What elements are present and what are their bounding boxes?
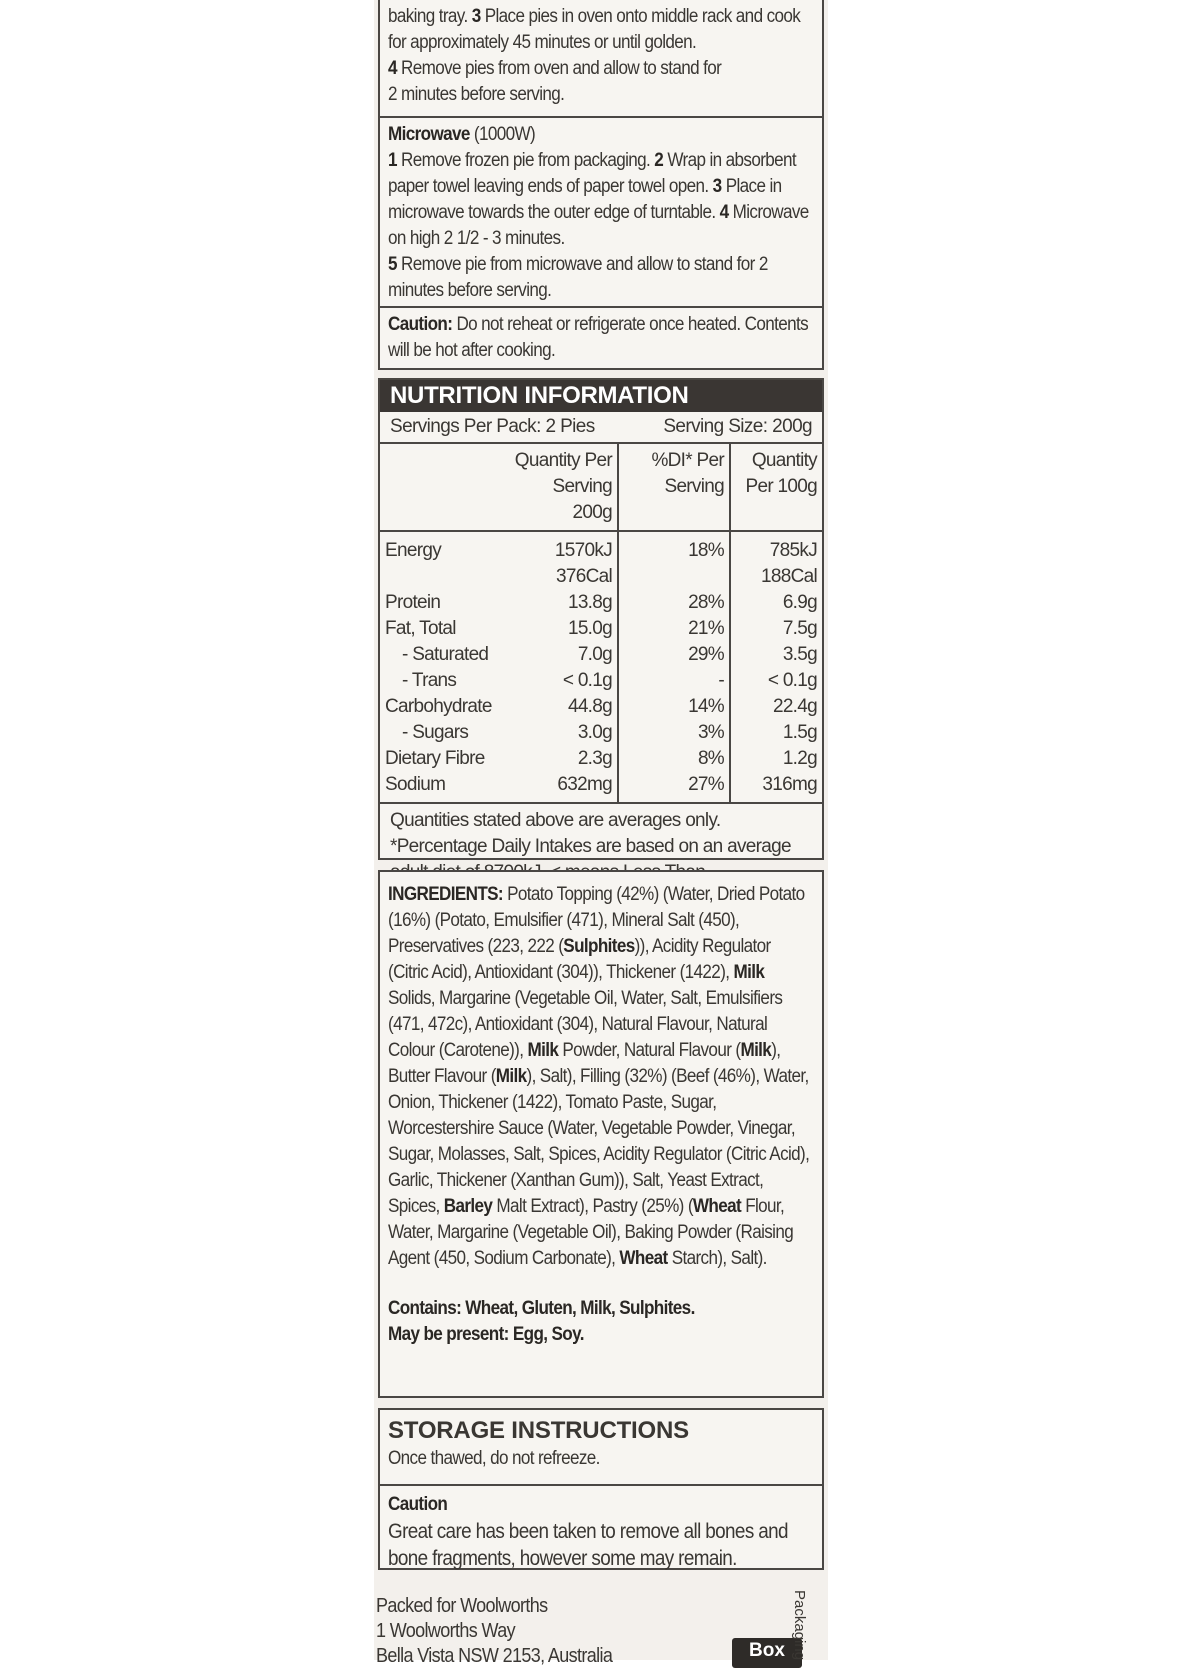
microwave-steps: [388, 122, 811, 304]
allergen: Wheat: [692, 1196, 742, 1217]
di: 14%: [618, 694, 730, 720]
microwave-step: Place in microwave towards the outer edge of turntable.: [388, 176, 782, 223]
per-100g: 316mg: [730, 772, 822, 803]
per-100g: 188Cal: [760, 566, 817, 587]
nutrient-name: - Saturated: [402, 644, 489, 665]
step-number: 2: [654, 150, 664, 171]
step-number: 4: [388, 58, 397, 79]
per-100g: < 0.1g: [767, 670, 817, 691]
per-serving: 3.0g: [507, 720, 618, 746]
nutrition-header-row: [380, 444, 822, 531]
oven-text: Place pies in oven onto middle rack and: [484, 6, 763, 27]
table-row: [380, 642, 822, 668]
contains-statement: Contains: Wheat, Gluten, Milk, Sulphites.: [388, 1298, 695, 1319]
packaging-side-label: Packaging: [791, 1590, 808, 1661]
microwave-step: Microwave on high 2 1/2 - 3 minutes.: [388, 202, 809, 249]
storage-caution-title: [388, 1492, 811, 1518]
ingredients-run: ), Salt), Filling (32%) (Beef (46%), Water, Onion, Thickener (1422), Tomato Paste, Sugar, Worcestershire Sauce (Water, Vegetable Powder, Vinegar, Sugar, Molasses, Salt, Spices, Acidity Regulator (Citric Acid), Garlic, Thickener (Xanthan Gum)), Salt, Yeast Extract, Spices,: [388, 1066, 810, 1217]
storage-panel: [378, 1408, 824, 1570]
per-serving: 7.0g: [507, 642, 618, 668]
nutrient-name: Energy: [385, 540, 442, 561]
storage-title: STORAGE INSTRUCTIONS: [388, 1417, 689, 1444]
microwave-step: Remove pie from microwave and allow to stand for 2 minutes before serving.: [388, 254, 768, 301]
per-100g: 6.9g: [782, 592, 817, 613]
oven-text: cook for approximately 45 minutes or until golden.: [388, 6, 801, 53]
microwave-title: Microwave: [388, 124, 470, 145]
oven-section: [380, 0, 822, 116]
per-serving: 13.8g: [507, 590, 618, 616]
caution-label: Caution:: [388, 314, 453, 335]
ingredients-run: )), Acidity Regulator (Citric Acid), Antioxidant (304)), Thickener (1422),: [388, 936, 771, 983]
di: 8%: [618, 746, 730, 772]
step-number: 1: [388, 150, 397, 171]
microwave-step: Remove frozen pie from packaging.: [401, 150, 651, 171]
per-100g: 785kJ: [769, 540, 817, 561]
step-number: 3: [712, 176, 722, 197]
ingredients-run: Flour, Water, Margarine (Vegetable Oil), Baking Powder (Raising Agent (450, Sodium Carbonate),: [388, 1196, 794, 1269]
per-100g: 1.2g: [782, 748, 817, 769]
nutrition-note: *Percentage Daily Intakes are based on an average: [390, 836, 791, 857]
ingredients-run: Solids, Margarine (Vegetable Oil, Water, Salt, Emulsifiers (471, 472c), Antioxidant (304), Natural Flavour, Natural Colour (Carotene)),: [388, 988, 783, 1061]
per-100g: 3.5g: [782, 644, 817, 665]
ingredients-label: INGREDIENTS:: [388, 884, 504, 905]
storage-section: [380, 1410, 822, 1484]
nutrition-information-panel: [378, 378, 824, 860]
address-line: Packed for Woolworths: [376, 1595, 548, 1617]
col-header-di: %DI* Per Serving: [618, 444, 730, 531]
allergen: Sulphites: [563, 936, 635, 957]
di: 3%: [618, 720, 730, 746]
ingredients-text: [388, 882, 811, 1348]
ingredients-section: [380, 872, 822, 1352]
nutrient-name: - Sugars: [402, 722, 469, 743]
serving-size: Serving Size: 200g: [663, 416, 812, 437]
ingredients-run: Powder, Natural Flavour (: [558, 1040, 741, 1061]
servings-row: [380, 412, 822, 444]
di: 28%: [618, 590, 730, 616]
allergen: Milk: [733, 962, 765, 983]
ingredients-run: ), Butter Flavour (: [388, 1040, 781, 1087]
table-row: [380, 616, 822, 642]
di: 27%: [618, 772, 730, 803]
per-serving: 1570kJ: [507, 531, 618, 564]
allergen: Milk: [740, 1040, 772, 1061]
address-line: 1 Woolworths Way: [376, 1620, 515, 1642]
step-number: 3: [471, 6, 481, 27]
table-row: [380, 590, 822, 616]
storage-text: Once thawed, do not refreeze.: [388, 1448, 600, 1469]
nutrient-name: Sodium: [380, 772, 507, 803]
di: 18%: [618, 531, 730, 564]
caution-text: Do not reheat or refrigerate once heated. Contents will be hot after cooking.: [388, 314, 809, 361]
nutrient-name: - Trans: [402, 670, 457, 691]
box-badge: Box: [732, 1638, 802, 1668]
di: 29%: [618, 642, 730, 668]
ingredients-run: Malt Extract), Pastry (25%) (: [492, 1196, 693, 1217]
caution-heading: Caution: [388, 1494, 448, 1515]
microwave-step: Wrap in absorbent paper towel leaving ends of paper towel open.: [388, 150, 797, 197]
allergen: Wheat: [619, 1248, 668, 1269]
servings-per-pack: Servings Per Pack: 2 Pies: [390, 416, 595, 437]
table-row: [380, 772, 822, 803]
allergen: Milk: [495, 1066, 527, 1087]
allergen: Barley: [443, 1196, 493, 1217]
storage-caution-text: Great care has been taken to remove all bones and bone fragments, however some may remain.: [388, 1520, 788, 1570]
col-header-per-serving: Quantity Per Serving 200g: [507, 444, 618, 531]
microwave-section: [380, 116, 822, 306]
per-100g: 22.4g: [772, 696, 817, 717]
nutrition-title: NUTRITION INFORMATION: [380, 380, 822, 412]
oven-text: Remove pies from oven and allow to stand for: [401, 58, 722, 79]
di: [618, 564, 730, 590]
per-serving: 44.8g: [507, 694, 618, 720]
cooking-caution: [388, 312, 811, 364]
cooking-caution-section: [380, 306, 822, 378]
di: -: [618, 668, 730, 694]
nutrient-name: [380, 564, 507, 590]
nutrition-table: [380, 444, 822, 804]
per-100g: 7.5g: [782, 618, 817, 639]
per-100g: 1.5g: [782, 722, 817, 743]
cooking-instructions-panel: [378, 0, 824, 370]
per-serving: 376Cal: [507, 564, 618, 590]
ingredients-run: Starch), Salt).: [667, 1248, 767, 1269]
nutrient-name: Fat, Total: [385, 618, 456, 639]
nutrition-note: Quantities stated above are averages only.: [390, 810, 721, 831]
table-row: [380, 668, 822, 694]
oven-text: baking tray.: [388, 6, 468, 27]
table-row: [380, 564, 822, 590]
per-serving: 2.3g: [507, 746, 618, 772]
storage-caution-section: [380, 1484, 822, 1576]
allergen: Milk: [527, 1040, 559, 1061]
table-row: [380, 694, 822, 720]
nutrient-name: Carbohydrate: [385, 696, 492, 717]
per-serving: < 0.1g: [507, 668, 618, 694]
may-contain-statement: May be present: Egg, Soy.: [388, 1324, 584, 1345]
oven-steps: [388, 4, 811, 108]
per-serving: 632mg: [507, 772, 618, 803]
col-header-per-100g: Quantity Per 100g: [730, 444, 822, 531]
table-row: [380, 531, 822, 564]
per-serving: 15.0g: [507, 616, 618, 642]
step-number: 4: [719, 202, 729, 223]
oven-text: 2 minutes before serving.: [388, 84, 565, 105]
nutrient-name: Protein: [385, 592, 441, 613]
table-row: [380, 720, 822, 746]
table-row: [380, 746, 822, 772]
nutrient-name: Dietary Fibre: [385, 748, 485, 769]
nutrient-header: [380, 444, 507, 531]
address-line: Bella Vista NSW 2153, Australia: [376, 1645, 613, 1667]
microwave-wattage: (1000W): [473, 124, 536, 145]
step-number: 5: [388, 254, 397, 275]
ingredients-panel: [378, 870, 824, 1398]
di: 21%: [618, 616, 730, 642]
ingredients-run: Potato Topping (42%) (Water, Dried Potato (16%) (Potato, Emulsifier (471), Mineral Salt (450), Preservatives (223, 222 (: [388, 884, 805, 957]
